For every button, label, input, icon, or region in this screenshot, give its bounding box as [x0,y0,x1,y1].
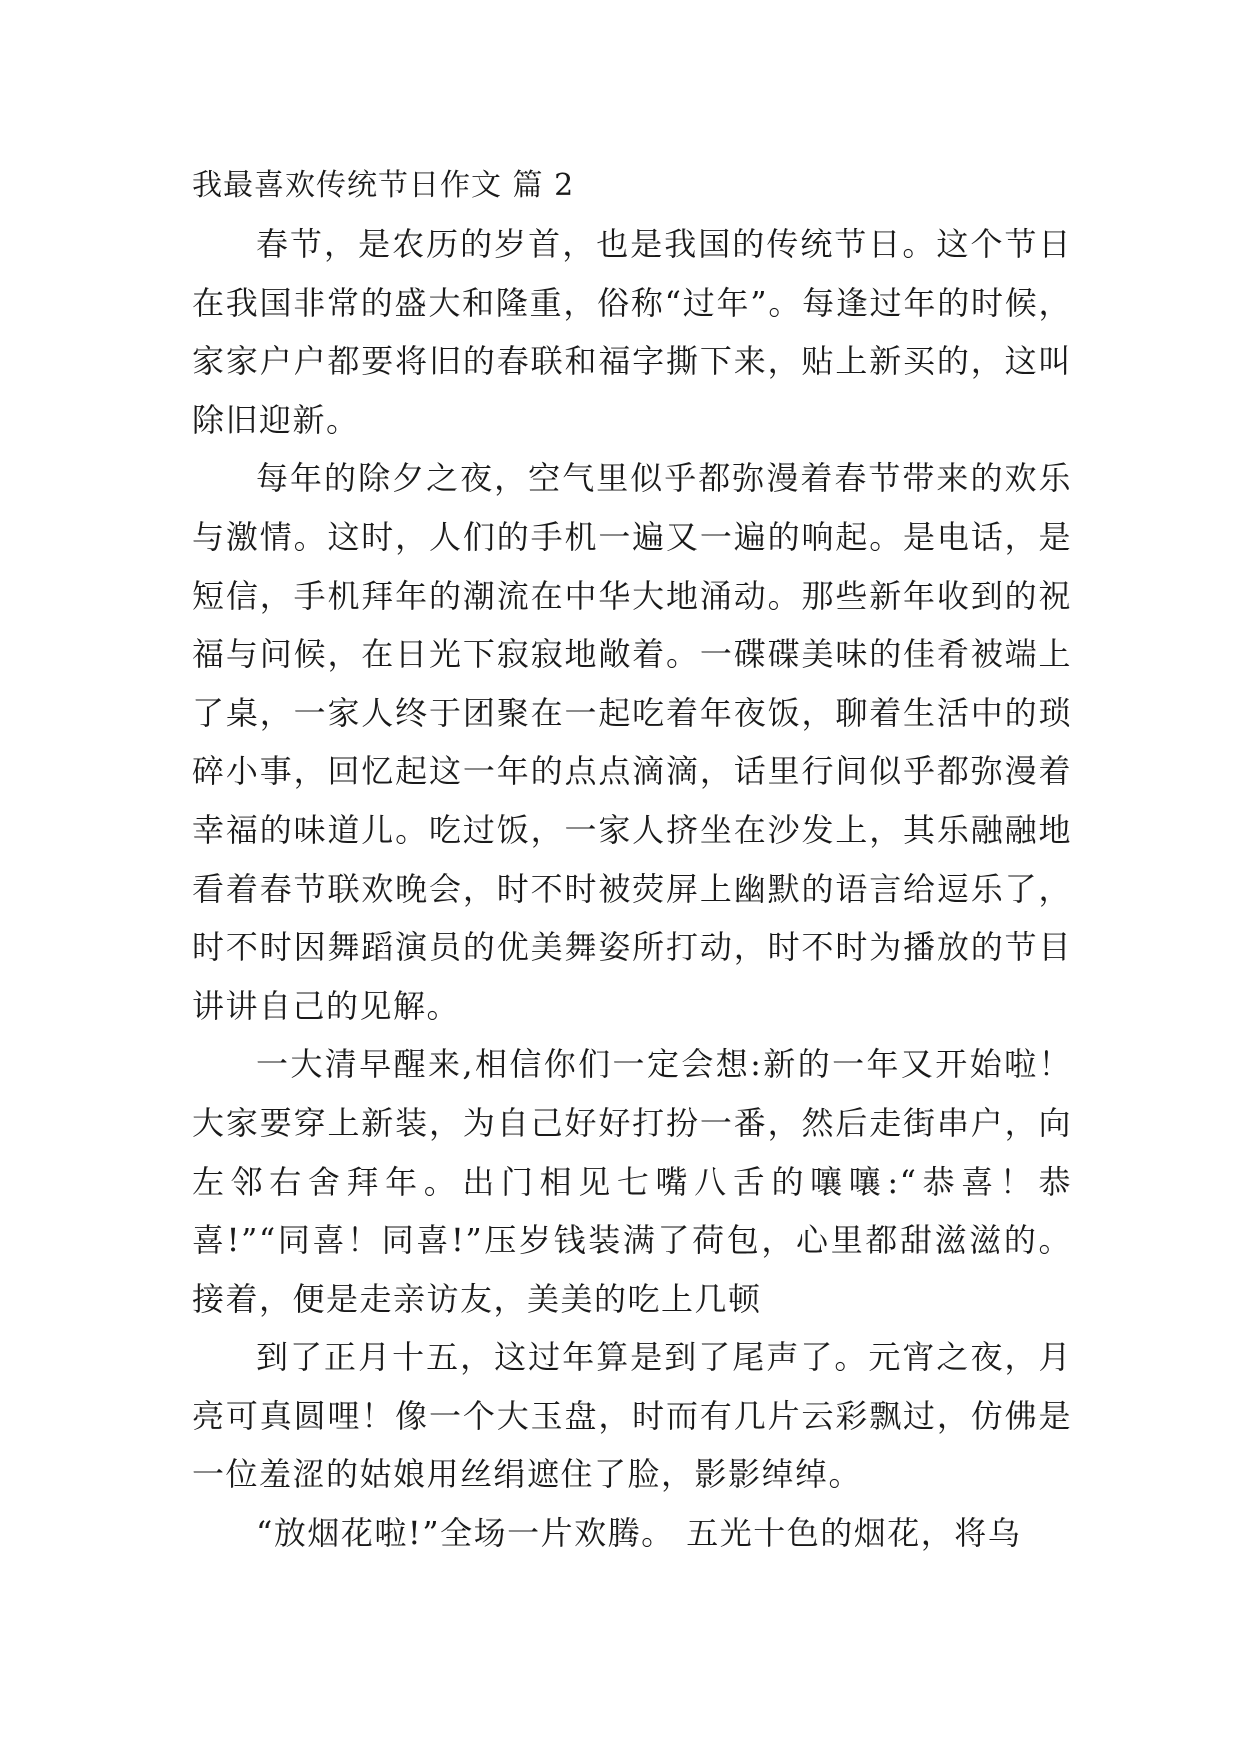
paragraph-3: 一大清早醒来,相信你们一定会想:新的一年又开始啦！大家要穿上新装，为自己好好打扮一番，然后走街串户，向左邻右舍拜年。出门相见七嘴八舌的嚷嚷:“恭喜！恭喜!”“同喜！同喜!”压岁钱装满了荷包，心里都甜滋滋的。接着，便是走亲访友，美美的吃上几顿 [192,1045,1072,1318]
document-body [192,157,1072,1563]
paragraph-5: “放烟花啦!”全场一片欢腾。 五光十色的烟花，将乌 [256,1514,1022,1553]
paragraph-1: 春节，是农历的岁首，也是我国的传统节日。这个节日在我国非常的盛大和隆重，俗称“过年”。每逢过年的时候，家家户户都要将旧的春联和福字撕下来，贴上新买的，这叫除旧迎新。 [192,225,1072,439]
paragraph-2: 每年的除夕之夜，空气里似乎都弥漫着春节带来的欢乐与激情。这时，人们的手机一遍又一遍的响起。是电话，是短信，手机拜年的潮流在中华大地涌动。那些新年收到的祝福与问候，在日光下寂寂地敞着。一碟碟美味的佳肴被端上了桌，一家人终于团聚在一起吃着年夜饭，聊着生活中的琐碎小事，回忆起这一年的点点滴滴，话里行间似乎都弥漫着幸福的味道儿。吃过饭，一家人挤坐在沙发上，其乐融融地看着春节联欢晚会，时不时被荧屏上幽默的语言给逗乐了，时不时因舞蹈演员的优美舞姿所打动，时不时为播放的节目讲讲自己的见解。 [192,459,1072,1025]
essay-title: 我最喜欢传统节日作文 篇 2 [192,168,575,203]
paragraph-4: 到了正月十五，这过年算是到了尾声了。元宵之夜，月亮可真圆哩！像一个大玉盘，时而有几片云彩飘过，仿佛是一位羞涩的姑娘用丝绢遮住了脸，影影绰绰。 [192,1338,1072,1494]
